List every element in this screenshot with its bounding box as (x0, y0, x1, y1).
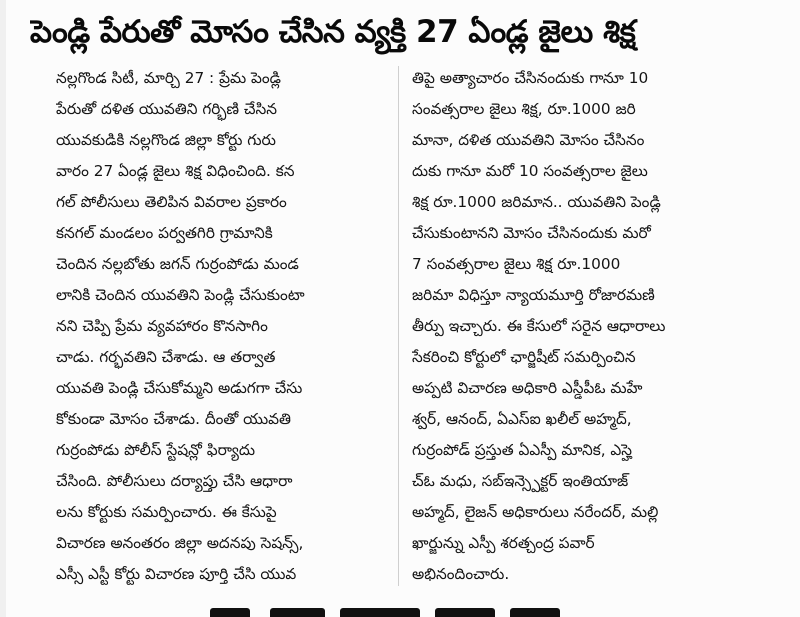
article-column-right (412, 63, 762, 593)
text-line: శిక్ష రూ.1000 జరిమాన.. యువతిని పెండ్లి (412, 193, 661, 211)
cut-glyph (435, 608, 495, 617)
text-line: లను కోర్టుకు సమర్పించారు. ఈ కేసుపై (56, 503, 277, 521)
text-line: నల్లగొండ సిటీ, మార్చి 27 : ప్రేమ పెండ్లి (56, 69, 281, 87)
text-line: కోకుండా మోసం చేశాడు. దీంతో యువతి (56, 410, 291, 428)
text-line: తిపై అత్యాచారం చేసినందుకు గానూ 10 (412, 69, 649, 87)
text-line: చాడు. గర్భవతిని చేశాడు. ఆ తర్వాత (56, 348, 276, 366)
text-line: యువతి పెండ్లి చేసుకోమ్మని అడుగగా చేసు (56, 379, 303, 397)
text-line: అహ్మద్, లైజన్ అధికారులు నరేందర్, మల్లి (412, 503, 659, 521)
text-line: చేసుకుంటానని మోసం చేసినందుకు మరో (412, 224, 651, 242)
text-line: గుర్రంపోడు పోలీస్ స్టేషన్లో ఫిర్యాదు (56, 441, 256, 459)
text-line: ఎస్సీ ఎస్టీ కోర్టు విచారణ పూర్తి చేసి యువ (56, 565, 297, 583)
text-line: శ్వర్, ఆనంద్, ఏఎస్ఐ ఖలీల్ అహ్మద్, (412, 410, 632, 428)
text-line: ఖార్జున్ను ఎస్పీ శరత్చంద్ర పవార్ (412, 534, 595, 552)
text-line: చెందిన నల్లబోతు జగన్ గుర్రంపోడు మండ (56, 255, 299, 273)
text-line: తీర్పు ఇచ్చారు. ఈ కేసులో సరైన ఆధారాలు (412, 317, 666, 335)
text-line: దుకు గానూ మరో 10 సంవత్సరాల జైలు (412, 162, 648, 180)
text-line: సేకరించి కోర్టులో ఛార్జిషీట్ సమర్పించిన (412, 348, 636, 366)
text-line: లానికి చెందిన యువతిని పెండ్లి చేసుకుంటా (56, 286, 305, 304)
text-line: జరిమా విధిస్తూ న్యాయమూర్తి రోజారమణి (412, 286, 655, 304)
text-line: కనగల్ మండలం పర్వతగిరి గ్రామానికి (56, 224, 273, 242)
cut-glyph (210, 608, 250, 617)
text-line: పేరుతో దళిత యువతిని గర్భిణి చేసిన (56, 100, 277, 118)
text-line: గుర్రంపోడ్ ప్రస్తుత ఏఎస్పీ మానిక, ఎస్హె (412, 441, 633, 459)
text-line: గల్ పోలీసులు తెలిపిన వివరాల ప్రకారం (56, 193, 287, 211)
cut-glyph (270, 608, 325, 617)
text-line: విచారణ అనంతరం జిల్లా అదనపు సెషన్స్, (56, 534, 304, 552)
article-column-left (56, 63, 391, 593)
text-line: సంవత్సరాల జైలు శిక్ష, రూ.1000 జరి (412, 100, 636, 118)
cut-glyph (510, 608, 560, 617)
next-headline-cut-off (200, 598, 580, 617)
text-line: అభినందించారు. (412, 565, 510, 583)
text-line: అప్పటి విచారణ అధికారి ఎస్డీపీఓ మహే (412, 379, 643, 397)
column-divider (398, 66, 399, 586)
headline: పెండ్లి పేరుతో మోసం చేసిన వ్యక్తి 27 ఏండ్ల జైలు శిక్ష (30, 14, 636, 50)
cut-glyph (340, 608, 420, 617)
text-line: నని చెప్పి ప్రేమ వ్యవహారం కొనసాగిం (56, 317, 268, 335)
text-line: మానా, దళిత యువతిని మోసం చేసినం (412, 131, 645, 149)
text-line: చేసింది. పోలీసులు దర్యాప్తు చేసి ఆధారా (56, 472, 293, 490)
text-line: చ్ఓ మధు, సబ్ఇన్స్పెక్టర్ ఇంతియాజ్ (412, 472, 629, 490)
text-line: 7 సంవత్సరాల జైలు శిక్ష రూ.1000 (412, 255, 621, 273)
page-edge (0, 0, 6, 617)
text-line: యువకుడికి నల్లగొండ జిల్లా కోర్టు గురు (56, 131, 276, 149)
text-line: వారం 27 ఏండ్ల జైలు శిక్ష విధించింది. కన (56, 162, 295, 180)
